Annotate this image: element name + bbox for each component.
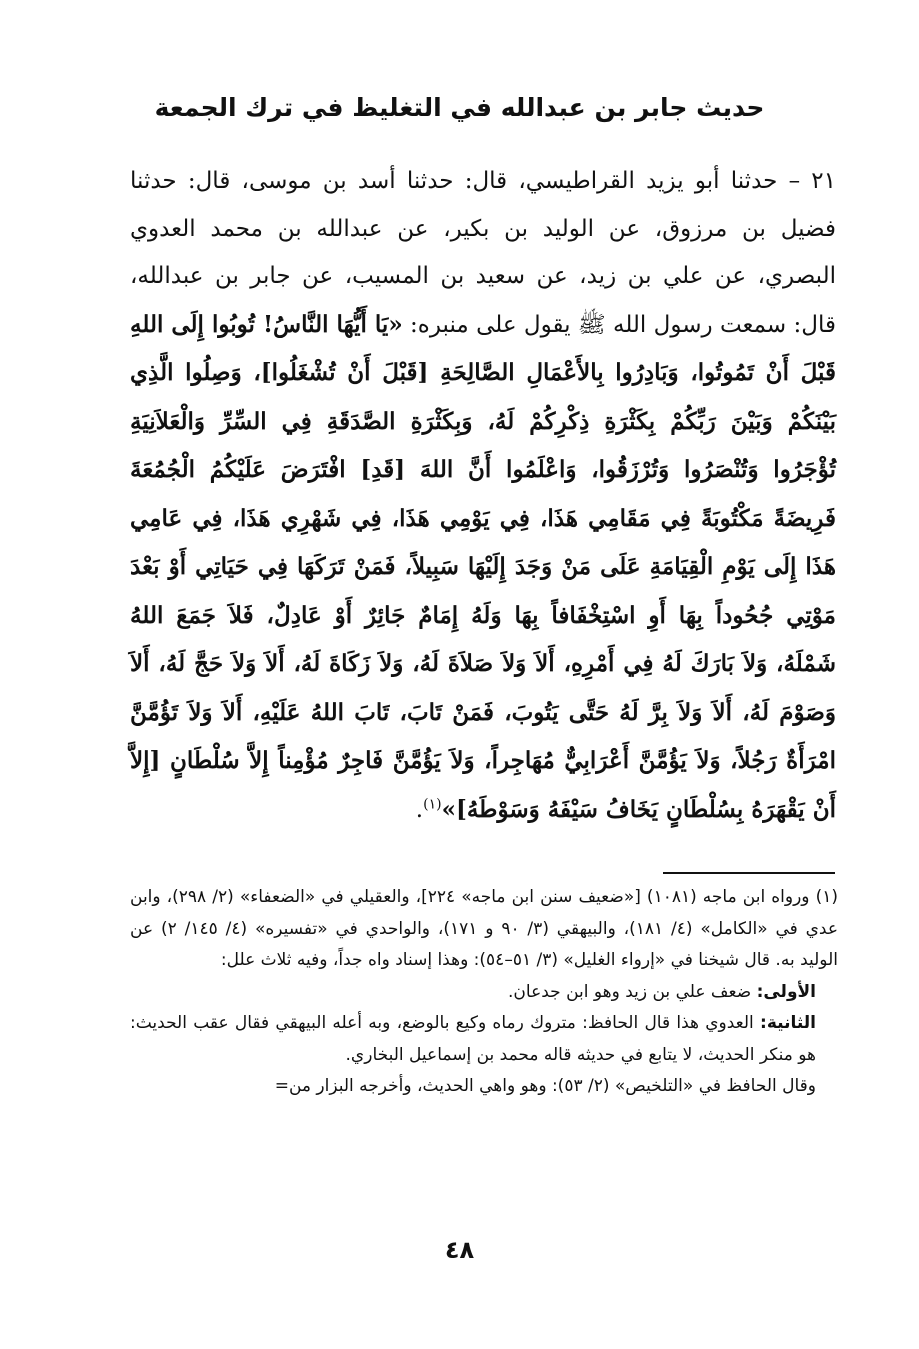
page-number: ٤٨ — [444, 1236, 475, 1264]
footnotes — [130, 882, 838, 1103]
footnote-continuation: وقال الحافظ في «التلخيص» (٢/ ٥٣): وهو واهي الحديث، وأخرجه البزار من= — [274, 1076, 816, 1096]
hadith-matn: «يَا أَيُّهَا النَّاسُ! تُوبُوا إِلَى اللهِ قَبْلَ أَنْ تَمُوتُوا، وَبَادِرُوا بِالأَعْمَالِ الصَّالِحَةِ [قَبْلَ أَنْ تُشْغَلُوا]، وَصِلُوا الَّذِي بَيْنَكُمْ وَبَيْنَ رَبِّكُمْ بِكَثْرَةِ ذِكْرِكُمْ لَهُ، وَبِكَثْرَةِ الصَّدَقَةِ فِي السِّرِّ وَالْعَلاَنِيَةِ تُؤْجَرُوا وَتُنْصَرُوا وَتُرْزَقُوا، وَاعْلَمُوا أَنَّ اللهَ [قَدِ] افْتَرَضَ عَلَيْكُمُ الْجُمُعَةَ فَرِيضَةً مَكْتُوبَةً فِي مَقَامِي هَذَا، فِي يَوْمِي هَذَا، فِي شَهْرِي هَذَا، فِي عَامِي هَذَا إِلَى يَوْمِ الْقِيَامَةِ عَلَى مَنْ وَجَدَ إِلَيْهَا سَبِيلاً، فَمَنْ تَرَكَهَا فِي حَيَاتِي أَوْ بَعْدَ مَوْتِي جُحُوداً بِهَا أَوِ اسْتِخْفَافاً بِهَا وَلَهُ إِمَامٌ جَائِرٌ أَوْ عَادِلٌ، فَلاَ جَمَعَ اللهُ شَمْلَهُ، وَلاَ بَارَكَ لَهُ فِي أَمْرِهِ، أَلاَ وَلاَ صَلاَةَ لَهُ، وَلاَ زَكَاةَ لَهُ، أَلاَ وَلاَ حَجَّ لَهُ، أَلاَ وَصَوْمَ لَهُ، أَلاَ وَلاَ بِرَّ لَهُ حَتَّى يَتُوبَ، فَمَنْ تَابَ، تَابَ اللهُ عَلَيْهِ، أَلاَ وَلاَ تَؤُمَّنَّ امْرَأَةٌ رَجُلاً، وَلاَ يَؤُمَّنَّ أَعْرَابِيٌّ مُهَاجِراً، وَلاَ يَؤُمَّنَّ فَاجِرٌ مُؤْمِناً إِلاَّ سُلْطَانٍ [إِلاَّ أَنْ يَقْهَرَهُ بِسُلْطَانٍ يَخَافُ سَيْفَهُ وَسَوْطَهُ]» — [130, 310, 836, 823]
footnote-first-defect — [130, 977, 838, 1009]
footnote-reference[interactable]: (١) — [423, 795, 442, 812]
hadith-paragraph — [130, 158, 836, 834]
first-defect-text: ضعف علي بن زيد وهو ابن جدعان. — [508, 981, 757, 1002]
page-title: حديث جابر بن عبدالله في التغليظ في ترك الجمعة — [154, 93, 765, 122]
hadith-21 — [130, 158, 836, 834]
second-defect-text: العدوي هذا قال الحافظ: متروك رماه وكيع بالوضع، وبه أعله البيهقي فقال عقب الحديث: هو منكر الحديث، لا يتابع في حديثه قاله محمد بن إسماعيل البخاري. — [130, 1013, 816, 1065]
footnote-second-defect — [130, 1008, 838, 1071]
hadith-isnad: ٢١ – حدثنا أبو يزيد القراطيسي، قال: حدثنا أسد بن موسى، قال: حدثنا فضيل بن مرزوق، عن الوليد بن بكير، عن عبدالله بن محمد العدوي البصري، عن علي بن زيد، عن سعيد بن المسيب، عن جابر بن عبدالله، قال: سمعت رسول الله ﷺ يقول على منبره: — [130, 168, 836, 338]
footnote-1: (١) ورواه ابن ماجه (١٠٨١) [«ضعيف سنن ابن ماجه» ٢٢٤]، والعقيلي في «الضعفاء» (٢/ ٢٩٨)، وابن عدي في «الكامل» (٤/ ١٨١)، والبيهقي (٣/ ٩٠ و ١٧١)، والواحدي في «تفسيره» (٤/ ١٤٥/ ٢) عن الوليد به. قال شيخنا في «إرواء الغليل» (٣/ ٥١–٥٤): وهذا إسناد واه جداً، وفيه ثلاث علل: — [130, 887, 839, 970]
hadith-end-mark: . — [415, 796, 424, 823]
footnote-separator — [663, 872, 835, 874]
first-defect-label: الأولى: — [756, 981, 816, 1002]
second-defect-label: الثانية: — [760, 1013, 816, 1033]
